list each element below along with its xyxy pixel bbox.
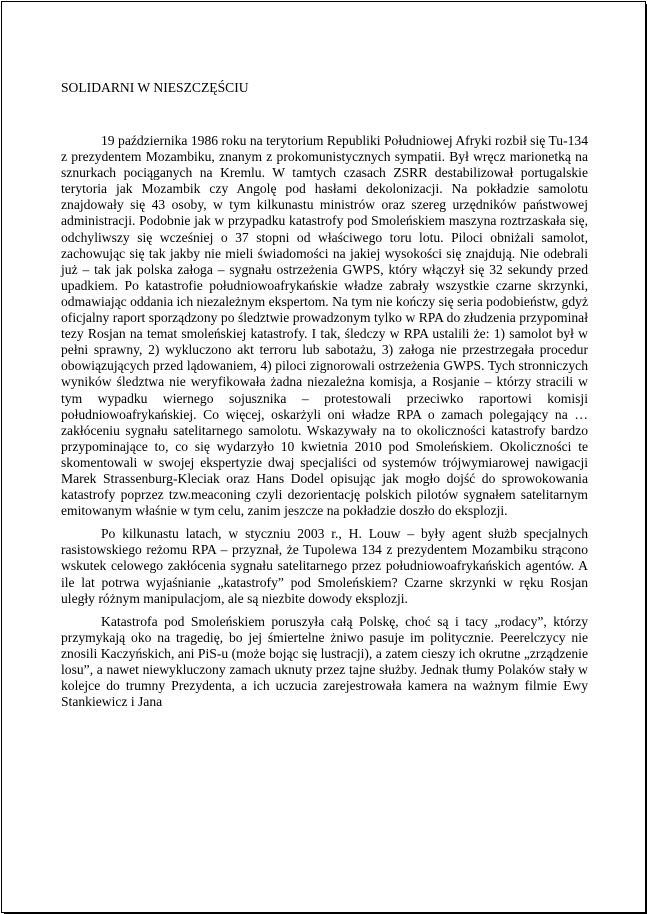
document-title: SOLIDARNI W NIESZCZĘŚCIU	[61, 80, 249, 95]
document-page	[1, 1, 646, 913]
paragraph-1: 19 października 1986 roku na terytorium Republiki Południowej Afryki rozbił się Tu-134 z prezydentem Mozambiku, znanym z prokomunistycznych sympatii. Był wręcz marionetką na sznurkach pociąganych na Kremlu. W tamtych czasach ZSRR destabilizował portugalskie terytoria jak Mozambik czy Angolę pod hasłami dekolonizacji. Na pokładzie samolotu znajdowały się 43 osoby, w tym kilkunastu ministrów oraz szereg urzędników państwowej administracji. Podobnie jak w przypadku katastrofy pod Smoleńskiem maszyna roztrzaskała się, odchyliwszy się wcześniej o 37 stopni od właściwego toru lotu. Piloci obniżali samolot, zachowując się tak jakby nie mieli świadomości na jakiej wysokości się znajdują. Nie odebrali już – tak jak polska załoga – sygnału ostrzeżenia GWPS, który włączył się 32 sekundy przed upadkiem. Po katastrofie południowoafrykańskie władze zabrały wszystkie czarne skrzynki, odmawiając oddania ich niezależnym ekspertom. Na tym nie kończy się seria podobieństw, gdyż oficjalny raport sporządzony po śledztwie prowadzonym tylko w RPA do złudzenia przypominał tezy Rosjan na temat smoleńskiej katastrofy. I tak, śledczy w RPA ustalili że: 1) samolot był w pełni sprawny, 2) wykluczono akt terroru lub sabotażu, 3) załoga nie przestrzegała procedur obowiązujących przed lądowaniem, 4) piloci zignorowali ostrzeżenia GWPS. Tych stronniczych wyników śledztwa nie weryfikowała żadna niezależna komisja, a Rosjanie – którzy stracili w tym wypadku wiernego sojusznika – protestowali przeciwko raportowi komisji południowoafrykańskiej. Co więcej, oskarżyli oni władze RPA o zamach polegający na …zakłóceniu sygnału satelitarnego samolotu. Wskazywały na to okoliczności katastrofy bardzo przypominające to, co się wydarzyło 10 kwietnia 2010 pod Smoleńskiem. Okoliczności te skomentowali w swojej ekspertyzie dwaj specjaliści od systemów trójwymiarowej nawigacji Marek Strassenburg-Kleciak oraz Hans Dodel opisując jak mogło dojść do sprowokowania katastrofy poprzez tzw.meaconing czyli dezorientację polskich pilotów sygnałem satelitarnym emitowanym właśnie w tym celu, zanim jeszcze na pokładzie doszło do eksplozji.	[61, 133, 588, 519]
document-body	[61, 80, 588, 710]
paragraph-3: Katastrofa pod Smoleńskiem poruszyła całą Polskę, choć są i tacy „rodacy”, którzy przymykają oko na tragedię, bo jej śmiertelne żniwo pasuje im politycznie. Peerelczycy nie znosili Kaczyńskich, ani PiS-u (może bojąc się lustracji), a zatem cieszy ich okrutne „zrządzenie losu”, a nawet niewykluczony zamach uknuty przez tajne służby. Jednak tłumy Polaków stały w kolejce do trumny Prezydenta, a ich uczucia zarejestrowała kamera na ważnym filmie Ewy Stankiewicz i Jana	[61, 613, 588, 710]
paragraph-2: Po kilkunastu latach, w styczniu 2003 r., H. Louw – były agent służb specjalnych rasistowskiego reżomu RPA – przyznał, że Tupolewa 134 z prezydentem Mozambiku strącono wskutek celowego zakłócenia sygnału satelitarnego przez południowoafrykańskich agentów. A ile lat potrwa wyjaśnianie „katastrofy” pod Smoleńskiem? Czarne skrzynki w ręku Rosjan uległy różnym manipulacjom, ale są niezbite dowody eksplozji.	[61, 526, 588, 606]
